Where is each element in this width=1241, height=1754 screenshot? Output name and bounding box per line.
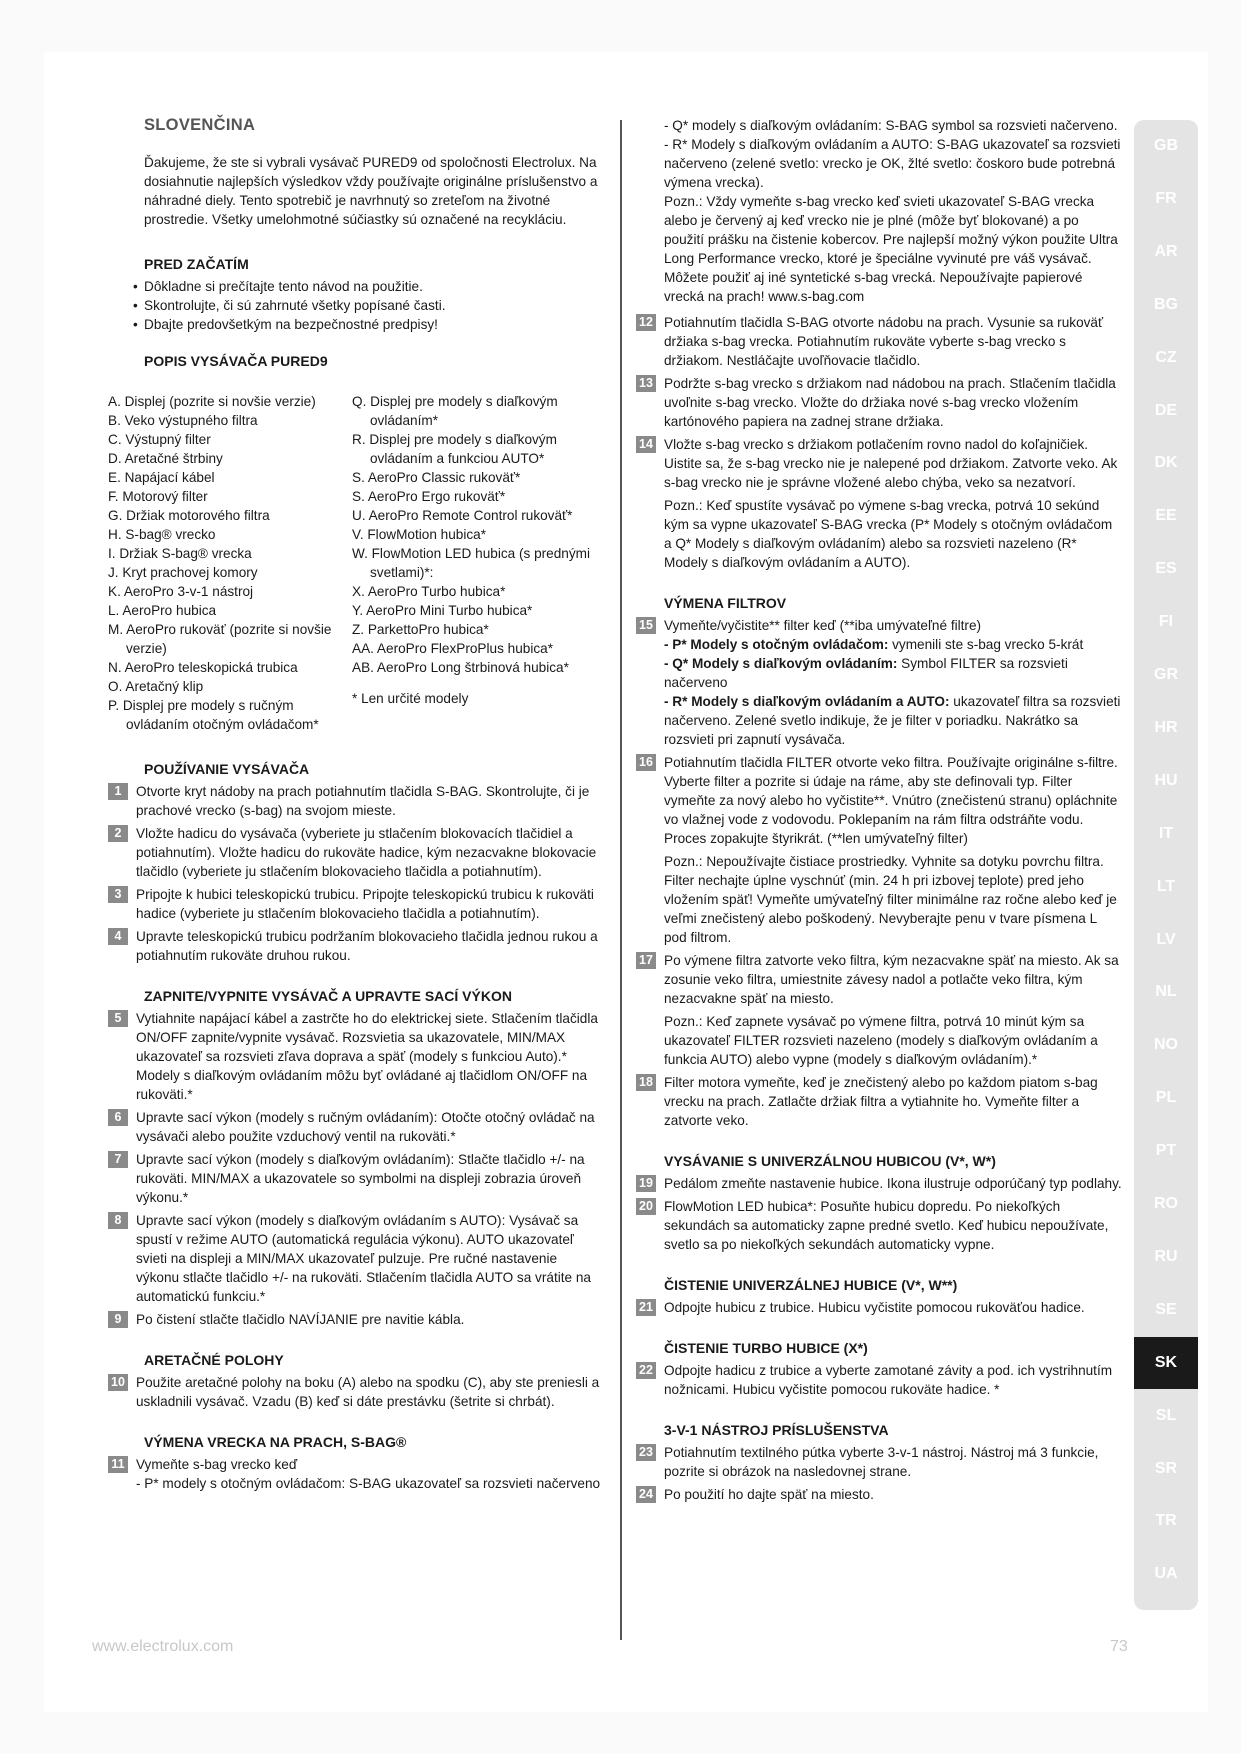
power-heading: ZAPNITE/VYPNITE VYSÁVAČ A UPRAVTE SACÍ VÝKON bbox=[144, 988, 512, 1004]
tab-es[interactable]: ES bbox=[1155, 560, 1177, 577]
tab-pl[interactable]: PL bbox=[1155, 1089, 1177, 1106]
step-text: Po použití ho dajte späť na miesto. bbox=[664, 1487, 874, 1502]
step-text: Potiahnutím tlačidla FILTER otvorte veko filtra. Používajte originálne s-filtre. Vyberte filter a pozrite si údaje na ráme, aby ste definovali typ. Filter vymeňte za nový alebo ho vyčistite**. Vnútro (znečistenú stranu) opláchnite vo vlažnej vode z vodovodu. Poklepaním na rám filtra odstráňte vodu. Proces zopakujte štyrikrát. (**len umývateľný filter) bbox=[664, 755, 1118, 846]
part-item: J. Kryt prachovej komory bbox=[108, 565, 258, 580]
part-item: G. Držiak motorového filtra bbox=[108, 508, 270, 523]
filter-p-text: vymenili ste s-bag vrecko 5-krát bbox=[888, 637, 1084, 652]
step-number: 12 bbox=[636, 314, 656, 331]
step-18 bbox=[636, 1073, 1122, 1130]
part-item: Z. ParkettoPro hubica* bbox=[352, 622, 489, 637]
list-item: • Skontrolujte, či sú zahrnuté všetky popísané časti. bbox=[134, 296, 602, 315]
step-number: 6 bbox=[108, 1109, 128, 1126]
step-10 bbox=[108, 1373, 602, 1411]
step-number: 17 bbox=[636, 952, 656, 969]
step-number: 7 bbox=[108, 1151, 128, 1168]
step-text: Filter motora vymeňte, keď je znečistený alebo po každom piatom s-bag vrecku na prach. Zatlačte držiak filtra a vytiahnite ho. Vymeňte filter a zatvorte veko. bbox=[664, 1075, 1098, 1128]
step-text: Pripojte k hubici teleskopickú trubicu. Pripojte teleskopickú trubicu k rukoväti hadice (vyberiete ju stlačením blokovacieho tlačidla a potiahnutím). bbox=[136, 887, 594, 921]
filter-p bbox=[664, 635, 1122, 654]
part-item: V. FlowMotion hubica* bbox=[352, 527, 486, 542]
step-text: Vložte hadicu do vysávača (vyberiete ju stlačením blokovacích tlačidiel a potiahnutím). Vložte hadicu do rukoväte hadice, kým nezacvakne blokovacie tlačidlo (vyberiete ju stlačením blokovacieho tlačidla a potiahnutím). bbox=[136, 826, 597, 879]
filter-q bbox=[664, 654, 1122, 692]
part-item: H. S-bag® vrecko bbox=[108, 527, 216, 542]
step-21 bbox=[636, 1298, 1122, 1317]
step-text: Vytiahnite napájací kábel a zastrčte ho do elektrickej siete. Stlačením tlačidla ON/OFF zapnite/vypnite vysávač. Rozsvietia sa ukazovatele, MIN/MAX ukazovateľ sa rozsvieti zľava doprava a späť (modely s funkciou Auto).* Modely s diaľkovým ovládaním môžu byť ovládané aj tlačidlom ON/OFF na rukoväti.* bbox=[136, 1011, 598, 1102]
part-item: X. AeroPro Turbo hubica* bbox=[352, 584, 506, 599]
step-24 bbox=[636, 1485, 1122, 1504]
tab-fr[interactable]: FR bbox=[1155, 190, 1177, 207]
part-item: D. Aretačné štrbiny bbox=[108, 451, 223, 466]
list-item: • Dôkladne si prečítajte tento návod na použitie. bbox=[134, 277, 602, 296]
tool-heading: 3-V-1 NÁSTROJ PRÍSLUŠENSTVA bbox=[664, 1422, 889, 1438]
step-text: Upravte sací výkon (modely s ručným ovládaním): Otočte otočný ovládač na vysávači alebo použite vzduchový ventil na rukoväti.* bbox=[136, 1110, 595, 1144]
filter-r bbox=[664, 692, 1122, 749]
step-text: Pedálom zmeňte nastavenie hubice. Ikona ilustruje odporúčaný typ podlahy. bbox=[664, 1176, 1122, 1191]
tab-gr[interactable]: GR bbox=[1154, 666, 1178, 683]
step-number: 22 bbox=[636, 1362, 656, 1379]
step-number: 11 bbox=[108, 1456, 128, 1473]
footer-url[interactable]: www.electrolux.com bbox=[92, 1638, 234, 1655]
step-16 bbox=[636, 753, 1122, 947]
step-12 bbox=[636, 313, 1122, 370]
step-number: 21 bbox=[636, 1299, 656, 1316]
step-text: Podržte s-bag vrecko s držiakom nad nádobou na prach. Stlačením tlačidla uvoľnite s-bag vrecko. Vložte do držiaka nové s-bag vrecko vložením kartónového papiera na zadnej strane držiaka. bbox=[664, 376, 1116, 429]
part-item: M. AeroPro rukoväť (pozrite si novšie verzie) bbox=[108, 622, 332, 656]
tab-gb[interactable]: GB bbox=[1154, 137, 1178, 154]
part-item: S. AeroPro Classic rukoväť* bbox=[352, 470, 521, 485]
filter-q-label: - Q* Modely s diaľkovým ovládaním: bbox=[664, 656, 898, 671]
language-title: SLOVENČINA bbox=[144, 116, 256, 134]
step-text: Použite aretačné polohy na boku (A) alebo na spodku (C), aby ste preniesli a uskladnili vysávač. Vzadu (B) keď si dáte prestávku (šetrite si chrbát). bbox=[136, 1375, 600, 1409]
filter-p-label: - P* Modely s otočným ovládačom: bbox=[664, 637, 889, 652]
step-number: 3 bbox=[108, 886, 128, 903]
step-text: Po výmene filtra zatvorte veko filtra, kým nezacvakne späť na miesto. Ak sa zosunie veko filtra, umiestnite závesy nadol a potlačte veko filtra, kým nezacvakne späť na miesto. bbox=[664, 953, 1119, 1006]
before-heading: PRED ZAČATÍM bbox=[144, 256, 249, 272]
step-number: 2 bbox=[108, 825, 128, 842]
intro-text: Ďakujeme, že ste si vybrali vysávač PURED9 od spoločnosti Electrolux. Na dosiahnutie najlepších výsledkov vždy používajte originálne príslušenstvo a náhradné diely. Tento spotrebič je navrhnutý so zreteľom na životné prostredie. Všetky umelohmotné súčiastky sú označené na recykláciu. bbox=[144, 155, 598, 227]
step-number: 14 bbox=[636, 436, 656, 453]
step-text: Upravte sací výkon (modely s diaľkovým ovládaním): Stlačte tlačidlo +/- na rukoväti. MIN/MAX a ukazovatele so symbolmi na displeji zobrazia úroveň výkonu.* bbox=[136, 1152, 585, 1205]
step-text: Vymeňte/vyčistite** filter keď (**iba umývateľné filtre) bbox=[664, 618, 982, 633]
step-1 bbox=[108, 782, 602, 820]
step-number: 5 bbox=[108, 1010, 128, 1027]
parts-note: * Len určité modely bbox=[352, 691, 469, 706]
tab-pt[interactable]: PT bbox=[1155, 1142, 1177, 1159]
step-text: Po čistení stlačte tlačidlo NAVÍJANIE pre navitie kábla. bbox=[136, 1312, 465, 1327]
step-text: Otvorte kryt nádoby na prach potiahnutím tlačidla S-BAG. Skontrolujte, či je prachové vrecko (s-bag) na svojom mieste. bbox=[136, 784, 590, 818]
step-number: 19 bbox=[636, 1175, 656, 1192]
tab-ua[interactable]: UA bbox=[1154, 1565, 1178, 1582]
step-number: 1 bbox=[108, 783, 128, 800]
tab-sr[interactable]: SR bbox=[1154, 1460, 1178, 1477]
step-number: 9 bbox=[108, 1311, 128, 1328]
tab-tr[interactable]: TR bbox=[1155, 1512, 1177, 1529]
tab-ee[interactable]: EE bbox=[1155, 507, 1177, 524]
tab-ar[interactable]: AR bbox=[1154, 243, 1178, 260]
tab-lv[interactable]: LV bbox=[1156, 931, 1176, 948]
part-item: AA. AeroPro FlexProPlus hubica* bbox=[352, 641, 553, 656]
step-number: 23 bbox=[636, 1444, 656, 1461]
clean-turbo-heading: ČISTENIE TURBO HUBICE (X*) bbox=[664, 1340, 868, 1356]
left-column bbox=[108, 116, 602, 1493]
tab-ro[interactable]: RO bbox=[1154, 1195, 1178, 1212]
tab-se[interactable]: SE bbox=[1155, 1301, 1177, 1318]
step-note: Pozn.: Keď zapnete vysávač po výmene filtra, potrvá 10 minút kým sa ukazovateľ FILTER rozsvieti nazeleno (modely s diaľkovým ovládaním a funkcia AUTO) alebo vypne (modely s diaľkovým ovládaním).* bbox=[664, 1014, 1098, 1067]
part-item: S. AeroPro Ergo rukoväť* bbox=[352, 489, 506, 504]
part-item: P. Displej pre modely s ručným ovládaním otočným ovládačom* bbox=[108, 698, 319, 732]
step-text: Odpojte hubicu z trubice. Hubicu vyčistite pomocou rukoväťou hadice. bbox=[664, 1300, 1085, 1315]
tab-sl[interactable]: SL bbox=[1155, 1407, 1177, 1424]
step-11 bbox=[108, 1455, 602, 1493]
part-item: B. Veko výstupného filtra bbox=[108, 413, 258, 428]
step-text: FlowMotion LED hubica*: Posuňte hubicu dopredu. Po niekoľkých sekundách sa automaticky zapne predné svetlo. Keď hubicu nepoužívate, svetlo sa po niekoľkých sekundách automaticky vypne. bbox=[664, 1199, 1109, 1252]
step-number: 20 bbox=[636, 1198, 656, 1215]
step-22 bbox=[636, 1361, 1122, 1399]
step-4 bbox=[108, 927, 602, 965]
part-item: R. Displej pre modely s diaľkovým ovládaním a funkciou AUTO* bbox=[352, 432, 557, 466]
step-20 bbox=[636, 1197, 1122, 1254]
step-text: Upravte teleskopickú trubicu podržaním blokovacieho tlačidla jednou rukou a potiahnutím rukoväte druhou rukou. bbox=[136, 929, 598, 963]
part-item: L. AeroPro hubica bbox=[108, 603, 217, 618]
sbag-r: - R* Modely s diaľkovým ovládaním a AUTO: S-BAG ukazovateľ sa rozsvieti načerveno (zelené svetlo: vrecko je OK, žlté svetlo: čoskoro bude potrebná výmena vrecka). bbox=[664, 137, 1121, 190]
sbag-heading: VÝMENA VRECKA NA PRACH, S-BAG® bbox=[144, 1434, 407, 1450]
step-sub: - P* modely s otočným ovládačom: S-BAG ukazovateľ sa rozsvieti načerveno bbox=[136, 1476, 601, 1491]
part-item: O. Aretačný klip bbox=[108, 679, 204, 694]
step-number: 15 bbox=[636, 617, 656, 634]
step-2 bbox=[108, 824, 602, 881]
filter-r-label: - R* Modely s diaľkovým ovládaním a AUTO: bbox=[664, 694, 950, 709]
sbag-q: - Q* modely s diaľkovým ovládaním: S-BAG symbol sa rozsvieti načerveno. bbox=[664, 118, 1118, 133]
tab-hr[interactable]: HR bbox=[1154, 719, 1178, 736]
tab-hu[interactable]: HU bbox=[1154, 772, 1178, 789]
tab-ru[interactable]: RU bbox=[1154, 1248, 1178, 1265]
step-text: Potiahnutím textilného pútka vyberte 3-v-1 nástroj. Nástroj má 3 funkcie, pozrite si obrázok na nasledovnej strane. bbox=[664, 1445, 1099, 1479]
step-17 bbox=[636, 951, 1122, 1069]
filters-heading: VÝMENA FILTROV bbox=[664, 595, 787, 611]
step-8 bbox=[108, 1211, 602, 1306]
tab-lt[interactable]: LT bbox=[1156, 878, 1176, 895]
part-item: A. Displej (pozrite si novšie verzie) bbox=[108, 394, 316, 409]
tab-nl[interactable]: NL bbox=[1155, 983, 1177, 1000]
tab-no[interactable]: NO bbox=[1154, 1036, 1178, 1053]
tab-fi[interactable]: FI bbox=[1158, 613, 1174, 630]
filter-r-text: ukazovateľ filtra sa rozsvieti načerveno. Zelené svetlo indikuje, že je filter v poriadku. Nakrátko sa rozsvieti pri zapnutí vysávača. bbox=[664, 694, 1121, 747]
part-item: W. FlowMotion LED hubica (s prednými svetlami)*: bbox=[352, 546, 590, 580]
parts-list bbox=[108, 392, 602, 734]
tab-it[interactable]: IT bbox=[1158, 825, 1174, 842]
use-heading: POUŽÍVANIE VYSÁVAČA bbox=[144, 761, 310, 777]
step-number: 4 bbox=[108, 928, 128, 945]
step-3 bbox=[108, 885, 602, 923]
tab-cz[interactable]: CZ bbox=[1155, 349, 1177, 366]
parts-col-b bbox=[352, 392, 602, 734]
clean-universal-heading: ČISTENIE UNIVERZÁLNEJ HUBICE (V*, W**) bbox=[664, 1277, 958, 1293]
part-item: F. Motorový filter bbox=[108, 489, 208, 504]
part-item: Q. Displej pre modely s diaľkovým ovládaním* bbox=[352, 394, 558, 428]
universal-heading: VYSÁVANIE S UNIVERZÁLNOU HUBICOU (V*, W*) bbox=[664, 1153, 996, 1169]
tab-sk[interactable]: SK bbox=[1134, 1337, 1198, 1389]
step-15 bbox=[636, 616, 1122, 749]
parts-heading: POPIS VYSÁVAČA PURED9 bbox=[144, 353, 328, 369]
step-13 bbox=[636, 374, 1122, 431]
list-item: • Dbajte predovšetkým na bezpečnostné predpisy! bbox=[134, 315, 602, 334]
tab-dk[interactable]: DK bbox=[1154, 454, 1178, 471]
step-23 bbox=[636, 1443, 1122, 1481]
step-note: Pozn.: Keď spustíte vysávač po výmene s-bag vrecka, potrvá 10 sekúnd kým sa vypne ukazovateľ S-BAG vrecka (P* Modely s otočným ovládačom a Q* Modely s diaľkovým ovládaním) alebo sa rozsvieti nazeleno (R* Modely s diaľkovým ovládaním a AUTO). bbox=[664, 498, 1113, 570]
part-item: I. Držiak S-bag® vrecka bbox=[108, 546, 252, 561]
part-item: E. Napájací kábel bbox=[108, 470, 215, 485]
step-number: 10 bbox=[108, 1374, 128, 1391]
step-9 bbox=[108, 1310, 602, 1329]
park-heading: ARETAČNÉ POLOHY bbox=[144, 1352, 284, 1368]
step-number: 8 bbox=[108, 1212, 128, 1229]
step-19 bbox=[636, 1174, 1122, 1193]
step-7 bbox=[108, 1150, 602, 1207]
step-number: 24 bbox=[636, 1486, 656, 1503]
part-item: N. AeroPro teleskopická trubica bbox=[108, 660, 298, 675]
parts-col-a bbox=[108, 392, 352, 734]
part-item: K. AeroPro 3-v-1 nástroj bbox=[108, 584, 254, 599]
sbag-note: Pozn.: Vždy vymeňte s-bag vrecko keď svieti ukazovateľ S-BAG vrecka alebo je červený aj keď vrecko nie je plné (môže byť blokované) a po použití prášku na čistenie kobercov. Pre najlepší možný výkon použite Ultra Long Performance vrecko, ktoré je špeciálne vyvinuté pre váš vysávač. Môžete použiť aj iné syntetické s-bag vrecká. Nepoužívajte papierové vrecká na prach! www.s-bag.com bbox=[664, 194, 1118, 304]
step-number: 18 bbox=[636, 1074, 656, 1091]
part-item: C. Výstupný filter bbox=[108, 432, 211, 447]
tab-bg[interactable]: BG bbox=[1154, 296, 1178, 313]
step-number: 16 bbox=[636, 754, 656, 771]
step-text: Vymeňte s-bag vrecko keď bbox=[136, 1457, 298, 1472]
tab-de[interactable]: DE bbox=[1154, 402, 1178, 419]
page-number: 73 bbox=[1110, 1638, 1128, 1655]
step-6 bbox=[108, 1108, 602, 1146]
right-column bbox=[636, 116, 1122, 1508]
column-divider bbox=[620, 120, 622, 1640]
part-item: Y. AeroPro Mini Turbo hubica* bbox=[352, 603, 533, 618]
filter-q-text: Symbol FILTER sa rozsvieti načerveno bbox=[664, 656, 1068, 690]
step-text: Upravte sací výkon (modely s diaľkovým ovládaním s AUTO): Vysávač sa spustí v režime AUTO (automatická regulácia výkonu). AUTO ukazovateľ svieti na displeji a MIN/MAX ukazovateľ pulzuje. Pre ručné nastavenie výkonu stlačte tlačidlo +/- na rukoväti. Stlačením tlačidla AUTO sa vrátite na automatickú funkciu.* bbox=[136, 1213, 591, 1304]
step-text: Vložte s-bag vrecko s držiakom potlačením rovno nadol do koľajničiek. Uistite sa, že s-bag vrecko nie je nalepené pod držiakom. Zatvorte veko. Ak s-bag vrecko nie je správne vložené alebo chýba, veko sa nezatvorí. bbox=[664, 437, 1118, 490]
step-text: Odpojte hadicu z trubice a vyberte zamotané závity a pod. ich vystrihnutím nožnicami. Hubicu vyčistite pomocou rukoväte hadice. * bbox=[664, 1363, 1113, 1397]
step-5 bbox=[108, 1009, 602, 1104]
before-list bbox=[108, 277, 602, 334]
step-note: Pozn.: Nepoužívajte čistiace prostriedky. Vyhnite sa dotyku povrchu filtra. Filter nechajte úplne vyschnúť (min. 24 h pri izbovej teplote) pred jeho vložením späť! Vymeňte umývateľný filter minimálne raz ročne alebo keď je veľmi znečistený alebo poškodený. Nevyberajte penu v tvare písmena L pod filtrom. bbox=[664, 854, 1117, 945]
step-text: Potiahnutím tlačidla S-BAG otvorte nádobu na prach. Vysunie sa rukoväť držiaka s-bag vrecka. Potiahnutím rukoväte vyberte s-bag vrecko s držiakom. Nestláčajte uvoľňovacie tlačidlo. bbox=[664, 315, 1104, 368]
step-14 bbox=[636, 435, 1122, 572]
part-item: AB. AeroPro Long štrbinová hubica* bbox=[352, 660, 569, 675]
part-item: U. AeroPro Remote Control rukoväť* bbox=[352, 508, 573, 523]
step-number: 13 bbox=[636, 375, 656, 392]
